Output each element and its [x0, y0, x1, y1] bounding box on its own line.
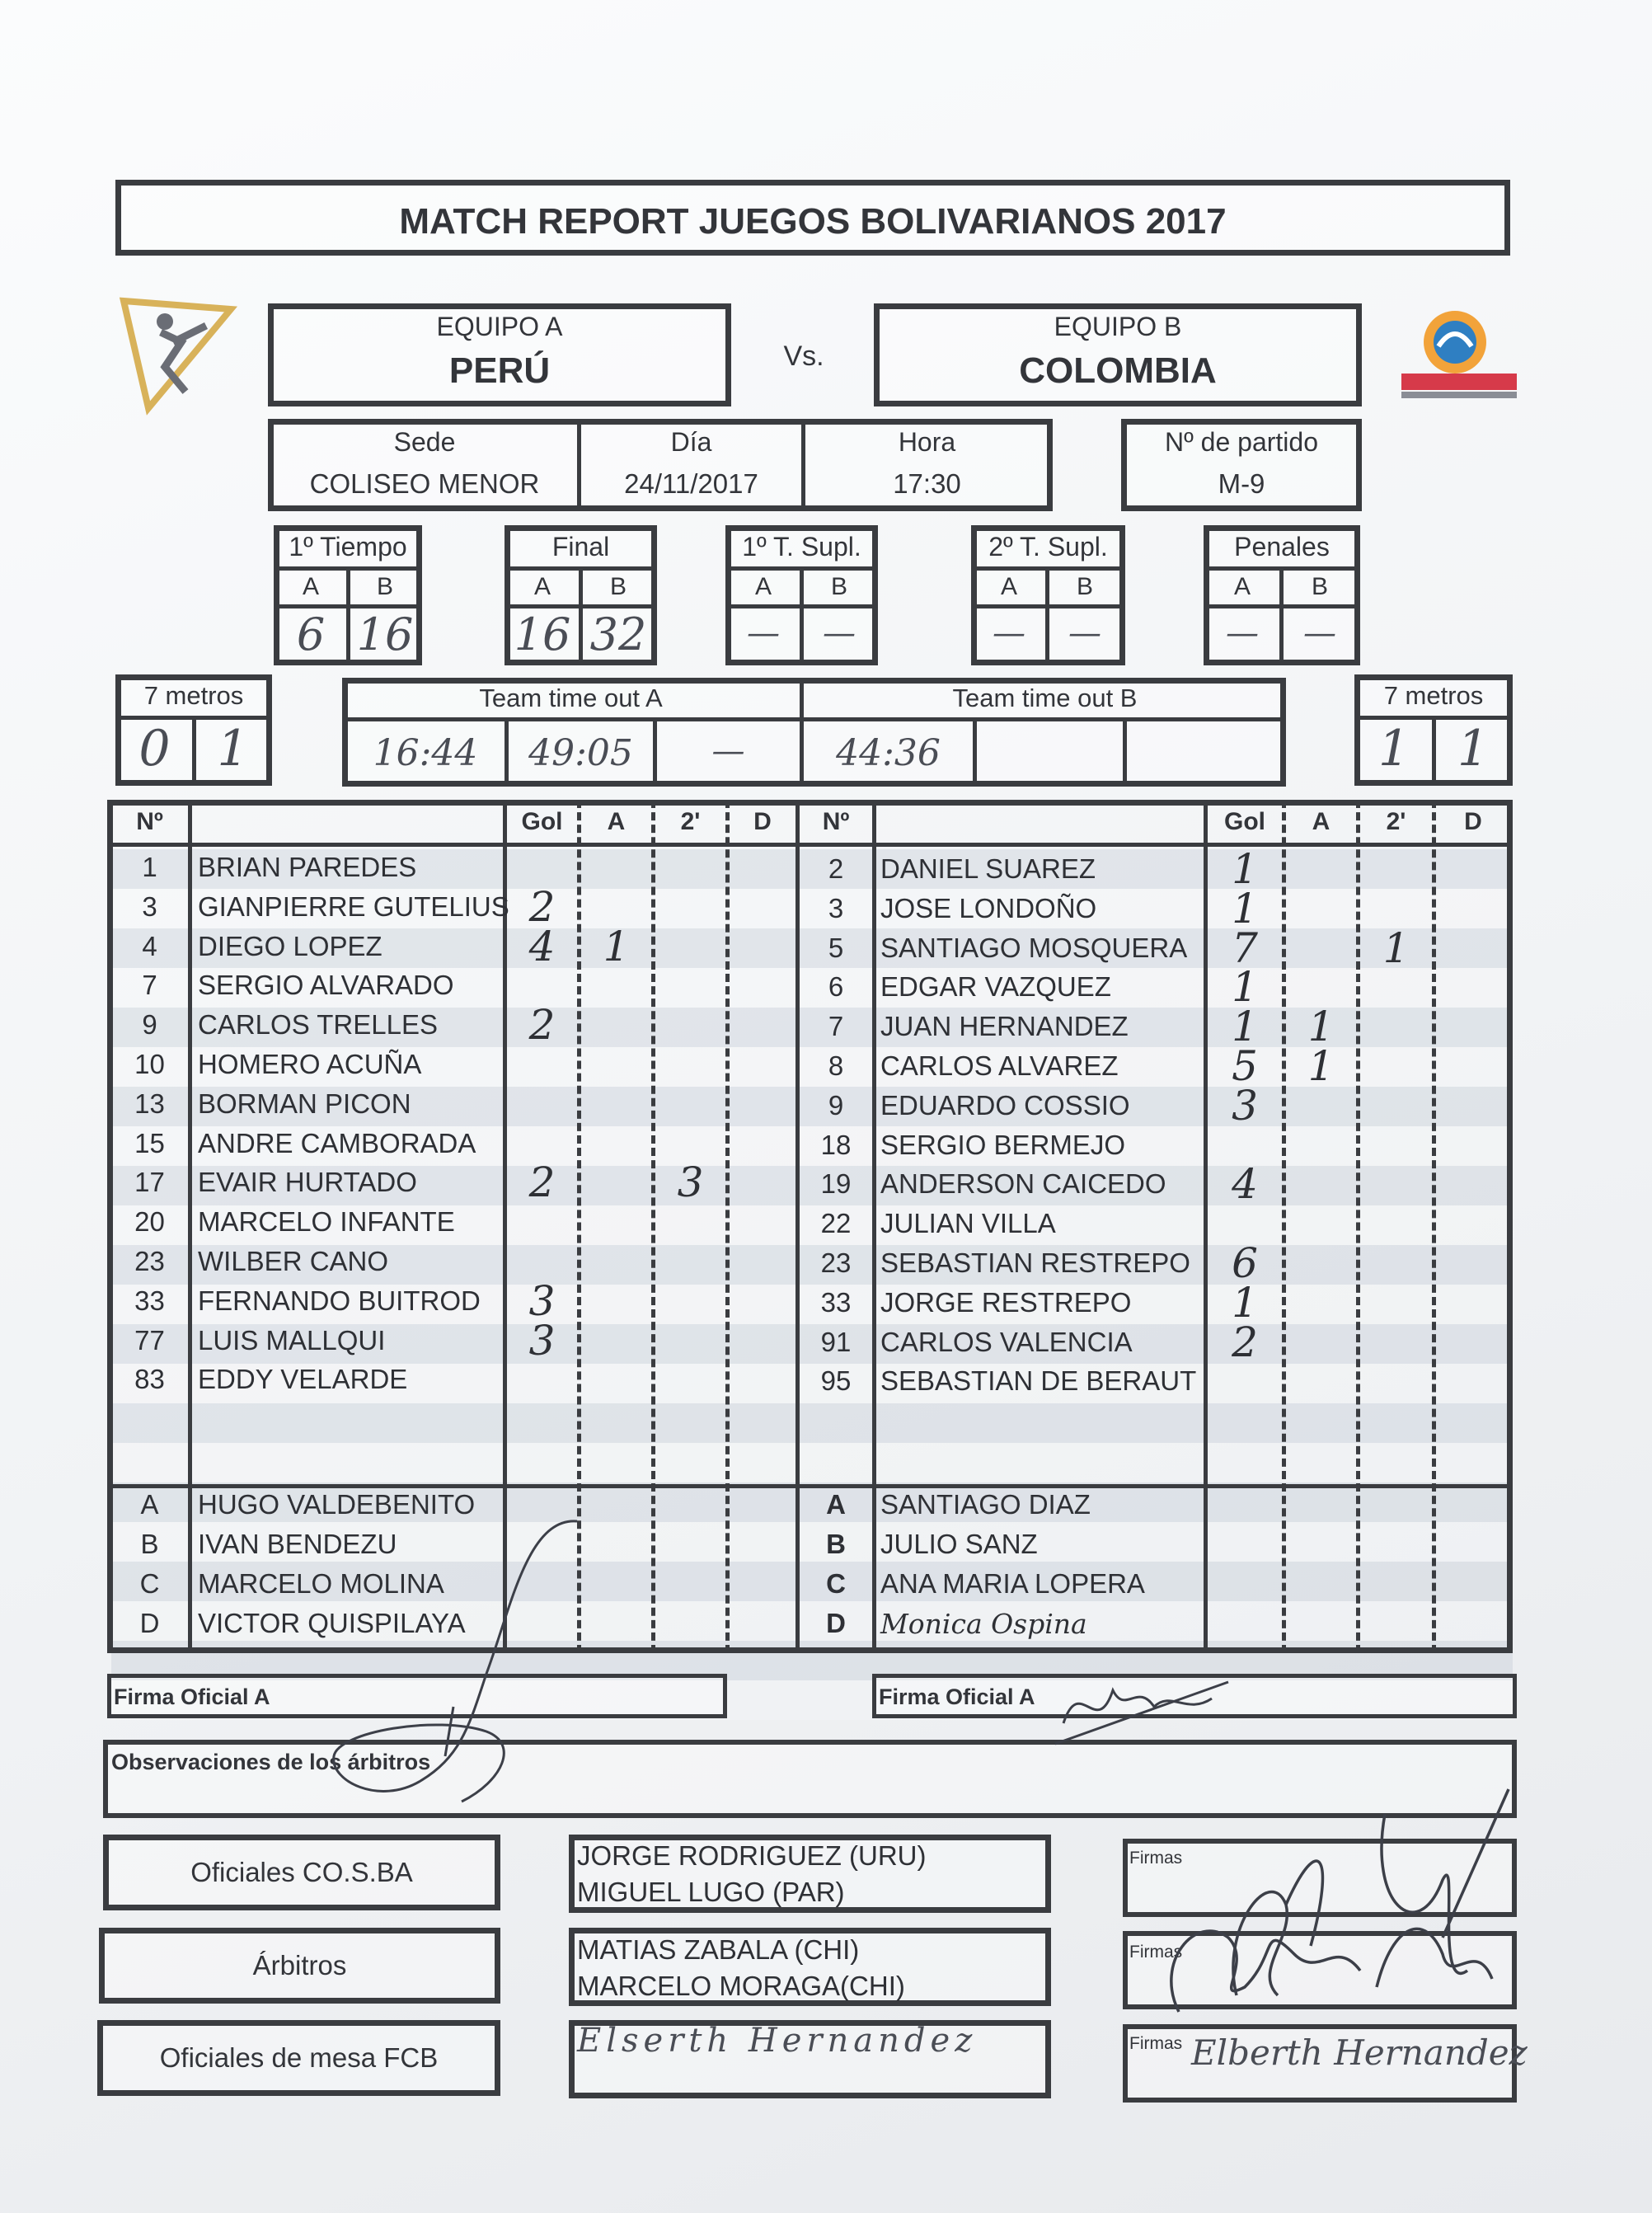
col-2min-b: 2' [1386, 808, 1406, 835]
player-b-goals: 2 [1232, 1318, 1258, 1366]
player-b-number: 9 [828, 1089, 844, 1121]
player-a-number: 3 [142, 890, 157, 922]
col-gol-a: Gol [521, 808, 563, 835]
player-b-warning: 1 [1307, 1003, 1335, 1051]
seven-metros-a-v1: 0 [138, 720, 171, 778]
dia-value: 24/11/2017 [624, 468, 758, 499]
arbitros-name-1: MATIAS ZABALA (CHI) [577, 1934, 860, 1965]
player-b-goals: 4 [1232, 1160, 1258, 1209]
signature-scribble-arbitros [1146, 1888, 1509, 2020]
official-b-name: ANA MARIA LOPERA [880, 1568, 1145, 1599]
player-a-suspension: 3 [677, 1158, 704, 1207]
player-b-name: JUAN HERNANDEZ [880, 1011, 1129, 1042]
col-num-a: Nº [136, 808, 163, 835]
score-final-a: 16 [514, 608, 571, 660]
player-a-goals: 3 [528, 1276, 556, 1325]
mesa-firmas-label: Firmas [1129, 2034, 1183, 2053]
partido-value: M-9 [1218, 468, 1265, 499]
hora-value: 17:30 [893, 468, 961, 499]
score-1supl-a: — [747, 614, 780, 652]
player-b-number: 3 [828, 892, 844, 923]
official-b-code: B [826, 1529, 846, 1559]
observaciones-label: Observaciones de los árbitros [111, 1750, 431, 1774]
player-b-name: JOSE LONDOÑO [880, 892, 1097, 923]
arbitros-firmas-label: Firmas [1129, 1943, 1183, 1962]
hora-label: Hora [898, 427, 956, 457]
player-b-name: JORGE RESTREPO [880, 1286, 1132, 1318]
signature-scribble-official-b [1047, 1666, 1237, 1756]
player-a-number: 83 [134, 1364, 165, 1395]
match-report-sheet: MATCH REPORT JUEGOS BOLIVARIANOS 2017 EQUIPO A PERÚ Vs. EQUIPO B COLOMBIA Sede COLISEO MENOR Día 24/11/2017 Hora 17:30 Nº de partido M-9 1º Tiempo A B 6 16 Final A B 16 32 1º T. Supl. A B — — 2º T. Supl. A B — — Penales A B — — 7 metros 0 1 Team time out A Team time out B 16:44 49:05 — 44:36 7 metros 1 1 Nº Gol A 2' D Nº Gol A 2' D 1 BRIAN PAREDES 3 GIANPIERRE GUTELIUS 2 4 DIEGO LOPEZ 4 1 7 SERGIO ALVARADO 9 CARLOS TRELLES 2 10 HOMERO ACUÑA 13 BORMAN PICON 15 ANDRE CAMBORADA 17 EVAIR HURTADO 2 3 20 MARCELO INFANTE 23 WILBER CANO 33 FERNANDO BUITROD 3 77 LUIS MALLQUI 3 83 EDDY VELARDE 2 DANIEL SUAREZ 1 3 JOSE LONDOÑO 1 5 SANTIAGO MOSQUERA 7 1 6 EDGAR VAZQUEZ 1 7 JUAN HERNANDEZ 1 1 8 CARLOS ALVAREZ 5 1 9 EDUARDO COSSIO 3 18 SERGIO BERMEJO 19 ANDERSON CAICEDO 4 22 JULIAN VILLA 23 SEBASTIAN RESTREPO 6 33 JORGE RESTREPO 1 91 CARLOS VALENCIA 2 95 SEBASTIAN DE BERAUT A HUGO VALDEBENITO B IVAN BENDEZU C MARCELO MOLINA D VICTOR QUISPILAYA A SANTIAGO DIAZ B JULIO SANZ C ANA MARIA LOPERA D Monica Ospina Firma Oficial A Firma Oficial A Observaciones de los árbitros Oficiales CO.S.BA JORGE RODRIGUEZ (URU) MIGUEL LUGO (PAR) Firmas Árbitros MATIAS ZABALA (CHI) MARCELO MORAGA(CHI) Firmas Oficiales de mesa FCB Elserth Hernandez Firmas Elberth Hernandez [0, 0, 1652, 2213]
player-b-name: CARLOS ALVAREZ [880, 1050, 1119, 1081]
player-b-goals: 1 [1232, 963, 1258, 1012]
player-a-number: 13 [134, 1088, 165, 1119]
score-1supl-b: — [823, 614, 856, 652]
player-b-name: EDUARDO COSSIO [880, 1089, 1130, 1121]
player-a-warning: 1 [603, 922, 630, 970]
partido-label: Nº de partido [1164, 427, 1318, 457]
player-a-name: EDDY VELARDE [198, 1364, 408, 1395]
col-2min-a: 2' [680, 808, 701, 835]
official-a-code: B [140, 1529, 159, 1559]
mesa-label: Oficiales de mesa FCB [159, 2042, 439, 2073]
official-b-code: D [826, 1608, 846, 1638]
player-b-number: 19 [820, 1168, 852, 1200]
official-a-code: D [139, 1608, 160, 1638]
score-penales-a: — [1226, 614, 1259, 652]
player-a-goals: 4 [528, 922, 556, 970]
player-a-number: 23 [134, 1246, 165, 1276]
cosba-name-1: JORGE RODRIGUEZ (URU) [577, 1840, 927, 1871]
firma-oficial-a-label: Firma Oficial A [114, 1684, 270, 1709]
player-a-number: 7 [142, 970, 157, 1001]
player-b-number: 2 [828, 853, 844, 884]
player-b-name: ANDERSON CAICEDO [880, 1168, 1166, 1200]
seven-metros-b-label: 7 metros [1383, 681, 1484, 710]
official-b-code: C [826, 1568, 846, 1599]
player-a-name: MARCELO INFANTE [198, 1206, 455, 1238]
official-b-name: JULIO SANZ [880, 1529, 1038, 1559]
mesa-name-1: Elserth Hernandez [577, 2022, 978, 2060]
score-1t-b: 16 [356, 608, 414, 660]
official-a-name: IVAN BENDEZU [198, 1529, 397, 1559]
col-d-b: D [1464, 808, 1482, 835]
timeout-b-1: 44:36 [836, 732, 941, 774]
player-b-name: EDGAR VAZQUEZ [880, 971, 1111, 1003]
timeout-a-1: 16:44 [373, 732, 478, 774]
seven-metros-a-v2: 1 [217, 720, 249, 778]
player-b-number: 23 [820, 1247, 852, 1278]
score-2supl-label: 2º T. Supl. [988, 532, 1108, 561]
player-b-goals: 3 [1232, 1081, 1258, 1130]
player-b-number: 95 [820, 1365, 852, 1397]
player-b-name: JULIAN VILLA [880, 1208, 1056, 1239]
player-b-goals: 1 [1232, 845, 1258, 893]
player-a-goals: 2 [528, 1158, 556, 1207]
seven-metros-b-v2: 1 [1457, 720, 1490, 778]
versus-label: Vs. [783, 341, 824, 372]
player-b-warning: 1 [1307, 1042, 1335, 1090]
official-a-code: C [139, 1568, 160, 1599]
player-a-name: BRIAN PAREDES [198, 852, 417, 882]
player-b-number: 5 [828, 932, 844, 963]
player-a-number: 1 [142, 852, 157, 882]
arbitros-label: Árbitros [252, 1950, 347, 1980]
official-a-name: VICTOR QUISPILAYA [198, 1608, 466, 1638]
score-1supl-label: 1º T. Supl. [742, 532, 861, 561]
sede-value: COLISEO MENOR [309, 468, 540, 499]
firma-oficial-b-label: Firma Oficial A [879, 1684, 1035, 1709]
player-a-name: DIEGO LOPEZ [198, 930, 382, 961]
player-b-number: 22 [820, 1208, 852, 1239]
player-a-name: WILBER CANO [198, 1246, 389, 1276]
team-a-name: PERÚ [448, 350, 551, 391]
player-b-goals: 1 [1232, 1278, 1258, 1327]
team-b-label: EQUIPO B [1054, 312, 1182, 341]
player-b-name: DANIEL SUAREZ [880, 853, 1096, 884]
player-a-name: HOMERO ACUÑA [198, 1049, 422, 1079]
player-b-goals: 7 [1232, 923, 1258, 972]
player-b-goals: 1 [1232, 884, 1258, 933]
dia-label: Día [670, 427, 712, 457]
sede-label: Sede [393, 427, 456, 457]
official-a-name: HUGO VALDEBENITO [198, 1489, 476, 1520]
score-penales-b: — [1303, 614, 1336, 652]
player-a-number: 15 [134, 1127, 165, 1158]
arbitros-name-2: MARCELO MORAGA(CHI) [577, 1971, 905, 2001]
player-a-name: EVAIR HURTADO [198, 1167, 417, 1198]
col-a-b: A [1312, 808, 1331, 835]
player-a-number: 10 [134, 1049, 165, 1079]
player-a-name: LUIS MALLQUI [198, 1324, 386, 1356]
player-a-name: CARLOS TRELLES [198, 1009, 439, 1041]
timeout-a-label: Team time out A [479, 684, 663, 712]
score-2supl-a: — [993, 614, 1025, 652]
seven-metros-b-v1: 1 [1377, 720, 1410, 778]
cosba-label: Oficiales CO.S.BA [190, 1857, 413, 1887]
player-a-number: 20 [134, 1206, 165, 1238]
official-a-code: A [140, 1489, 159, 1520]
player-b-number: 6 [828, 971, 844, 1003]
official-b-name: Monica Ospina [880, 1608, 1087, 1640]
signature-scribble-official-a [313, 1509, 594, 1822]
player-a-number: 77 [134, 1324, 165, 1356]
player-b-suspension: 1 [1382, 923, 1410, 972]
page-title: MATCH REPORT JUEGOS BOLIVARIANOS 2017 [399, 201, 1227, 242]
player-a-number: 4 [142, 930, 157, 961]
score-final-label: Final [551, 532, 610, 561]
score-2supl-b: — [1068, 614, 1101, 652]
team-a-label: EQUIPO A [436, 312, 563, 341]
col-a-a: A [607, 808, 626, 835]
player-a-goals: 3 [528, 1316, 556, 1365]
timeout-a-3: — [711, 732, 745, 770]
player-a-goals: 2 [528, 882, 556, 931]
col-d-a: D [753, 808, 772, 835]
team-b-name: COLOMBIA [1019, 350, 1217, 391]
player-b-number: 18 [820, 1129, 852, 1160]
score-final-b: 32 [589, 608, 647, 660]
score-1t-label: 1º Tiempo [289, 532, 407, 561]
score-penales-label: Penales [1234, 532, 1330, 561]
player-b-name: CARLOS VALENCIA [880, 1326, 1133, 1357]
player-b-goals: 5 [1232, 1042, 1258, 1090]
player-b-goals: 1 [1232, 1003, 1258, 1051]
player-a-name: BORMAN PICON [198, 1088, 411, 1119]
official-b-code: A [826, 1489, 846, 1520]
player-b-number: 7 [828, 1011, 844, 1042]
seven-metros-a-label: 7 metros [143, 681, 244, 710]
player-b-name: SEBASTIAN DE BERAUT [880, 1365, 1197, 1397]
official-b-name: SANTIAGO DIAZ [880, 1489, 1091, 1520]
official-a-name: MARCELO MOLINA [198, 1568, 444, 1599]
handball-federation-logo [115, 293, 239, 416]
player-a-name: SERGIO ALVARADO [198, 970, 454, 1001]
santa-marta-2017-logo [1393, 293, 1525, 408]
player-a-number: 17 [134, 1167, 165, 1198]
player-a-number: 33 [134, 1285, 165, 1316]
score-1t-a: 6 [296, 608, 326, 660]
player-b-number: 33 [820, 1286, 852, 1318]
cosba-firmas-label: Firmas [1129, 1849, 1183, 1868]
player-a-number: 9 [142, 1009, 157, 1041]
player-b-number: 8 [828, 1050, 844, 1081]
player-b-number: 91 [820, 1326, 852, 1357]
player-a-goals: 2 [528, 1001, 556, 1050]
col-num-b: Nº [822, 808, 850, 835]
player-a-name: FERNANDO BUITROD [198, 1285, 481, 1316]
player-b-name: SERGIO BERMEJO [880, 1129, 1126, 1160]
timeout-b-label: Team time out B [952, 684, 1138, 712]
player-b-goals: 6 [1232, 1239, 1258, 1287]
cosba-name-2: MIGUEL LUGO (PAR) [577, 1877, 845, 1907]
player-b-name: SANTIAGO MOSQUERA [880, 932, 1188, 963]
timeout-a-2: 49:05 [528, 732, 633, 774]
mesa-firma-signature: Elberth Hernandez [1191, 2032, 1528, 2073]
player-a-name: GIANPIERRE GUTELIUS [198, 890, 509, 922]
player-a-name: ANDRE CAMBORADA [198, 1127, 476, 1158]
player-b-name: SEBASTIAN RESTREPO [880, 1247, 1190, 1278]
col-gol-b: Gol [1224, 808, 1265, 835]
